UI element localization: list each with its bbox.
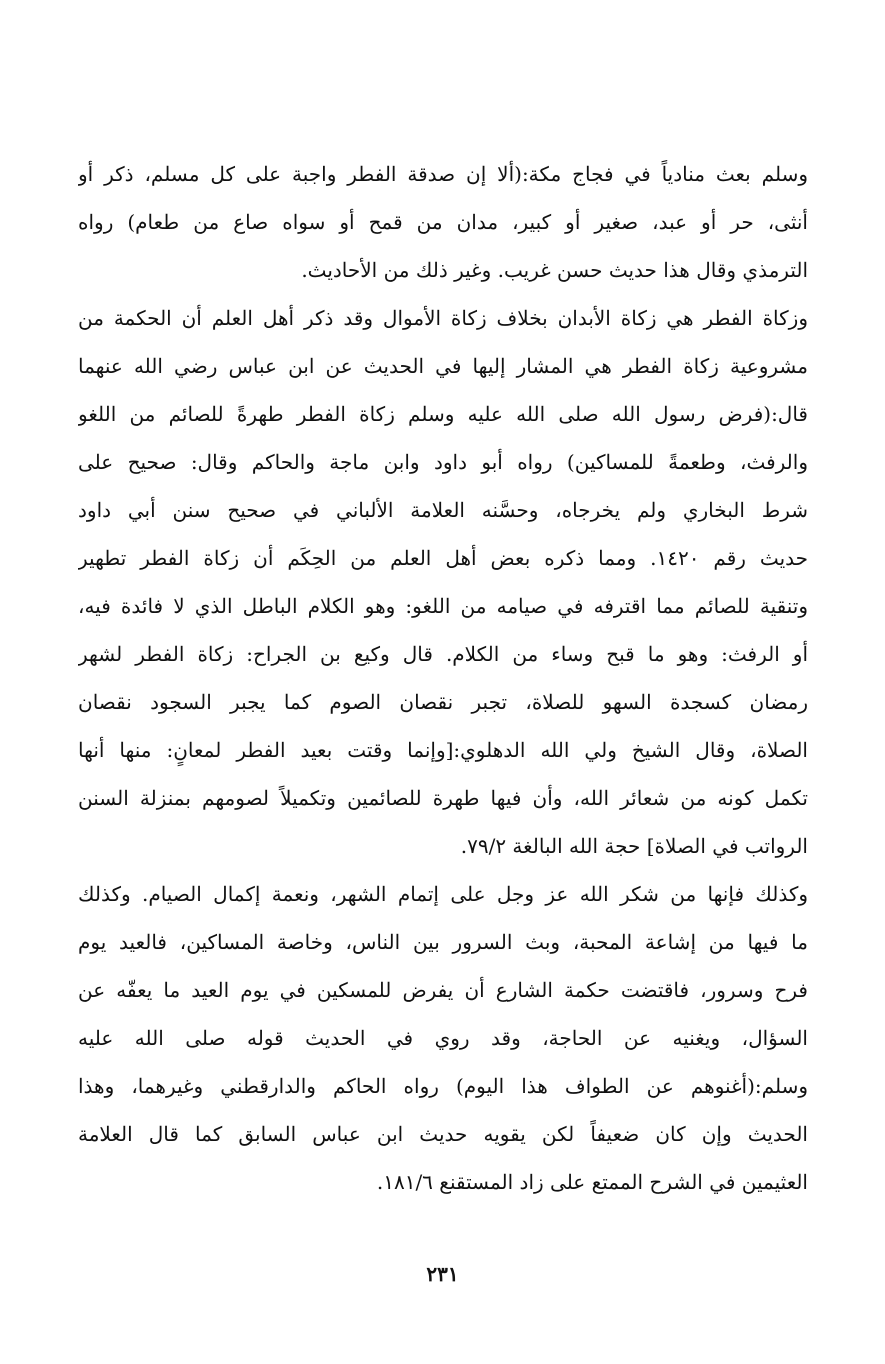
text-line: وسلم بعث منادياً في فجاج مكة:(ألا إن صدقة الفطر واجبة على كل مسلم، ذكر أو — [78, 162, 808, 186]
text-line: ما فيها من إشاعة المحبة، وبث السرور بين الناس، وخاصة المساكين، فالعيد يوم — [78, 930, 808, 954]
text-line: حديث رقم ١٤٢٠. ومما ذكره بعض أهل العلم من الحِكَم أن زكاة الفطر تطهير — [78, 546, 808, 570]
text-line: أو الرفث: وهو ما قبح وساء من الكلام. قال وكيع بن الجراح: زكاة الفطر لشهر — [78, 642, 808, 666]
page-number: ٢٣١ — [426, 1262, 459, 1286]
text-line: قال:(فرض رسول الله صلى الله عليه وسلم زكاة الفطر طهرةً للصائم من اللغو — [78, 402, 808, 426]
text-line: السؤال، ويغنيه عن الحاجة، وقد روي في الحديث قوله صلى الله عليه — [78, 1026, 808, 1050]
text-line: وسلم:(أغنوهم عن الطواف هذا اليوم) رواه الحاكم والدارقطني وغيرهما، وهذا — [78, 1074, 808, 1098]
text-line: العثيمين في الشرح الممتع على زاد المستقنع ١٨١/٦. — [376, 1170, 808, 1194]
text-line: الصلاة، وقال الشيخ ولي الله الدهلوي:[وإنما وقتت بعيد الفطر لمعانٍ: منها أنها — [78, 738, 808, 762]
text-line: فرح وسرور، فاقتضت حكمة الشارع أن يفرض للمسكين في يوم العيد ما يعفّه عن — [78, 978, 808, 1002]
text-line: والرفث، وطعمةً للمساكين) رواه أبو داود وابن ماجة والحاكم وقال: صحيح على — [78, 450, 808, 474]
text-line: الحديث وإن كان ضعيفاً لكن يقويه حديث ابن عباس السابق كما قال العلامة — [78, 1122, 808, 1146]
text-line: وتنقية للصائم مما اقترفه في صيامه من اللغو: وهو الكلام الباطل الذي لا فائدة فيه، — [78, 594, 808, 618]
text-line: شرط البخاري ولم يخرجاه، وحسَّنه العلامة الألباني في صحيح سنن أبي داود — [78, 498, 808, 522]
text-line: الرواتب في الصلاة] حجة الله البالغة ٧٩/٢. — [460, 834, 808, 858]
text-line: وزكاة الفطر هي زكاة الأبدان بخلاف زكاة الأموال وقد ذكر أهل العلم أن الحكمة من — [78, 306, 808, 330]
body-text — [78, 150, 808, 1206]
text-line: أنثى، حر أو عبد، صغير أو كبير، مدان من قمح أو سواه صاع من طعام) رواه — [78, 210, 808, 234]
text-line: مشروعية زكاة الفطر هي المشار إليها في الحديث عن ابن عباس رضي الله عنهما — [78, 354, 808, 378]
text-line: تكمل كونه من شعائر الله، وأن فيها طهرة للصائمين وتكميلاً لصومهم بمنزلة السنن — [78, 786, 808, 810]
text-line: رمضان كسجدة السهو للصلاة، تجبر نقصان الصوم كما يجبر السجود نقصان — [78, 690, 808, 714]
text-line: وكذلك فإنها من شكر الله عز وجل على إتمام الشهر، ونعمة إكمال الصيام. وكذلك — [78, 882, 808, 906]
text-line: الترمذي وقال هذا حديث حسن غريب. وغير ذلك من الأحاديث. — [301, 258, 808, 282]
